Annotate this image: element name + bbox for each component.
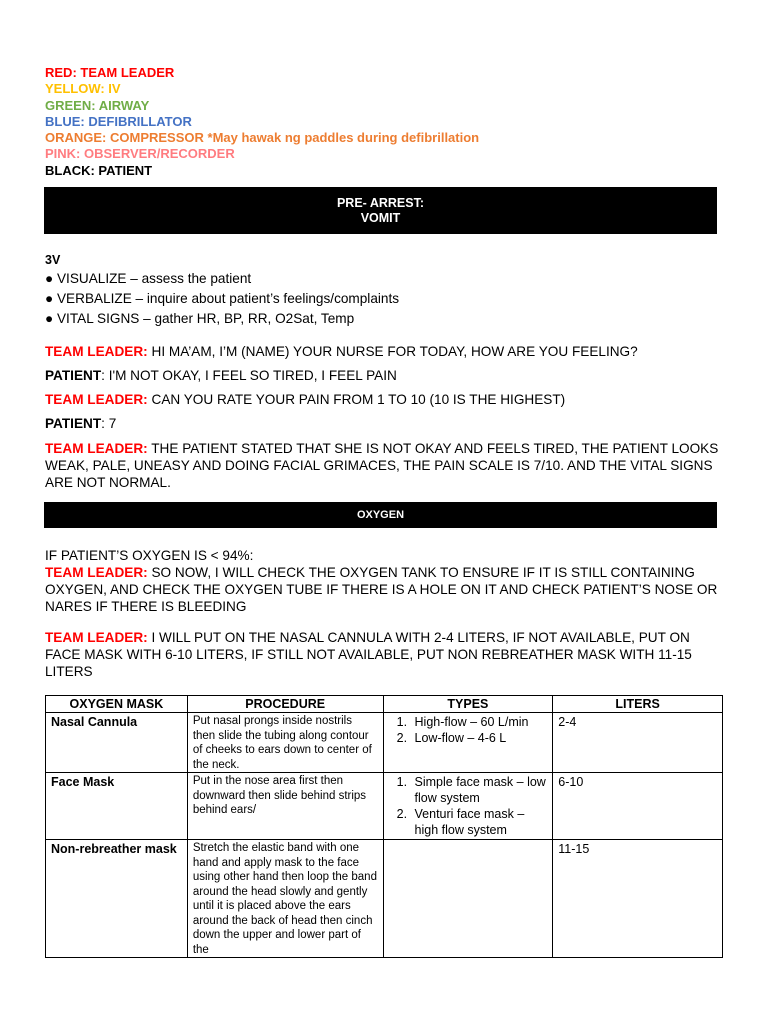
mask-name: Non-rebreather mask (46, 840, 188, 958)
list-item: 1. High-flow – 60 L/min (411, 714, 548, 730)
pre-arrest-banner (44, 187, 717, 234)
banner-line-2: VOMIT (360, 211, 401, 225)
speaker-team-leader: TEAM LEADER: (45, 441, 148, 456)
dialogue-line-4 (45, 415, 725, 432)
speaker-patient: PATIENT (45, 416, 102, 431)
three-v-list (45, 270, 399, 327)
header-liters: LITERS (553, 696, 723, 713)
mask-name: Nasal Cannula (46, 713, 188, 773)
oxygen-mask-table (45, 695, 723, 958)
mask-types (383, 773, 553, 840)
speaker-team-leader: TEAM LEADER: (45, 344, 148, 359)
mask-types (383, 840, 553, 958)
list-item: 1. Simple face mask – low flow system (411, 774, 548, 806)
header-oxygen-mask: OXYGEN MASK (46, 696, 188, 713)
oxygen-banner: OXYGEN (44, 502, 717, 528)
three-v-title: 3V (45, 253, 61, 267)
table-header-row (46, 696, 723, 713)
mask-procedure: Put in the nose area first then downward then slide behind strips behind ears/ (187, 773, 383, 840)
mask-liters: 11-15 (553, 840, 723, 958)
legend-yellow: YELLOW: IV (45, 81, 121, 97)
mask-types (383, 713, 553, 773)
legend-orange: ORANGE: COMPRESSOR *May hawak ng paddles during defibrillation (45, 130, 480, 146)
oxygen-device-text (45, 629, 725, 680)
mask-procedure: Stretch the elastic band with one hand and apply mask to the face using other hand then loop the band around the head slowly and gently until it is placed above the ears around the back of head then cinch down the upper and lower part of the (187, 840, 383, 958)
speaker-team-leader: TEAM LEADER: (45, 565, 148, 580)
oxygen-instructions (45, 547, 725, 615)
role-legend (45, 65, 479, 179)
dialogue-text: : 7 (101, 416, 117, 431)
table-row (46, 773, 723, 840)
list-item: ● VISUALIZE – assess the patient (45, 271, 252, 286)
dialogue-line-1 (45, 343, 725, 360)
list-item: ● VERBALIZE – inquire about patient’s feelings/complaints (45, 291, 400, 306)
dialogue-text: CAN YOU RATE YOUR PAIN FROM 1 TO 10 (10 IS THE HIGHEST) (147, 392, 566, 407)
legend-blue: BLUE: DEFIBRILLATOR (45, 113, 192, 129)
table-row (46, 840, 723, 958)
dialogue-text: SO NOW, I WILL CHECK THE OXYGEN TANK TO ENSURE IF IT IS STILL CONTAINING OXYGEN, AND CHECK THE OXYGEN TUBE IF THERE IS A HOLE ON IT AND CHECK PATIENT’S NOSE OR NARES IF THERE IS BLEEDING (45, 565, 718, 614)
legend-pink: PINK: OBSERVER/RECORDER (45, 146, 235, 162)
mask-liters: 2-4 (553, 713, 723, 773)
dialogue-line-2 (45, 367, 725, 384)
dialogue-text: I WILL PUT ON THE NASAL CANNULA WITH 2-4 LITERS, IF NOT AVAILABLE, PUT ON FACE MASK WITH 6-10 LITERS, IF STILL NOT AVAILABLE, PUT NON REBREATHER MASK WITH 11-15 LITERS (45, 630, 692, 679)
list-item: 2. Venturi face mask – high flow system (411, 806, 548, 838)
oxygen-condition: IF PATIENT’S OXYGEN IS < 94%: (45, 548, 254, 563)
speaker-team-leader: TEAM LEADER: (45, 630, 148, 645)
mask-name: Face Mask (46, 773, 188, 840)
dialogue-text: THE PATIENT STATED THAT SHE IS NOT OKAY AND FEELS TIRED, THE PATIENT LOOKS WEAK, PALE, UNEASY AND DOING FACIAL GRIMACES, THE PAIN SCALE IS 7/10. AND THE VITAL SIGNS ARE NOT NORMAL. (45, 441, 719, 490)
list-item: ● VITAL SIGNS – gather HR, BP, RR, O2Sat, Temp (45, 311, 355, 326)
header-procedure: PROCEDURE (187, 696, 383, 713)
header-types: TYPES (383, 696, 553, 713)
speaker-team-leader: TEAM LEADER: (45, 392, 148, 407)
list-item: 2. Low-flow – 4-6 L (411, 730, 548, 746)
legend-red: RED: TEAM LEADER (45, 65, 175, 80)
dialogue-line-5 (45, 440, 725, 491)
legend-green: GREEN: AIRWAY (45, 97, 150, 113)
mask-liters: 6-10 (553, 773, 723, 840)
table-row (46, 713, 723, 773)
dialogue-text: HI MA’AM, I’M (NAME) YOUR NURSE FOR TODAY, HOW ARE YOU FEELING? (147, 344, 638, 359)
oxygen-check-text (45, 564, 725, 615)
three-v-section (45, 253, 399, 330)
dialogue-text: : I'M NOT OKAY, I FEEL SO TIRED, I FEEL PAIN (101, 368, 397, 383)
banner-line-1: PRE- ARREST: (336, 196, 425, 210)
dialogue-line-3 (45, 391, 725, 408)
mask-procedure: Put nasal prongs inside nostrils then slide the tubing along contour of cheeks to ears down to center of the neck. (187, 713, 383, 773)
legend-black: BLACK: PATIENT (45, 162, 153, 178)
speaker-patient: PATIENT (45, 368, 102, 383)
